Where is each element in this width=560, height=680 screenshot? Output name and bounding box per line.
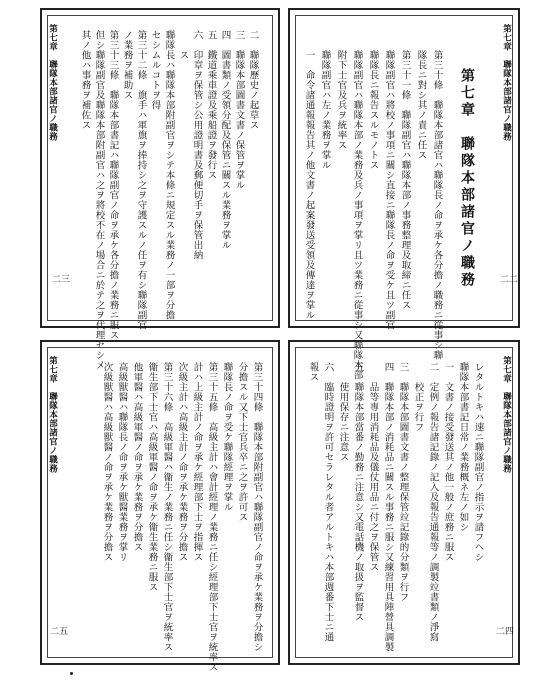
page-number: 二五 [50,627,69,637]
text-line: 校正ヲ行フ [412,362,424,432]
page-number: 二二 [500,275,519,285]
text-line: 第三十六條 高級軍醫ハ衞生ノ業務ニ任シ衞生部下士官ヲ統率ス [161,362,173,652]
page-bottom-left [40,340,280,672]
text-line: 六 印章ヲ保管シ公用證明書及郵便切手ヲ保管出納 [191,30,203,260]
text-line: セシムルコトヲ得 [149,30,161,110]
running-head: 第七章 聯隊本部諸官ノ職務 [47,24,58,141]
text-line: 一 文書ノ接受發送其ノ他一般ノ庶務ニ服ス [442,362,454,562]
text-line: 四 聯隊本部ノ消耗品ニ關スル事務ニ服シ又練習用具陣營具調製 [382,362,394,652]
running-head: 第七章 聯隊本部諸官ノ職務 [501,356,512,473]
text-line: 第三十四條 聯隊本部附副官ハ聯隊副官ノ命ヲ承ケ業務ヲ分擔シ [251,362,263,652]
page-bottom-right [288,340,520,665]
text-line: 品等專用消耗品及儀仗用品ニ付之ヲ保管ス [367,362,379,572]
text-line: 計ハ上級主計ノ命ヲ承ケ經理部下士ヲ指揮ス [191,362,203,562]
page-number: 二四 [496,627,515,637]
text-line: 聯隊副官ハ聯隊本部ノ業務及兵ノ事項ヲ掌リ且ツ業務ニ從事シ又聯隊本部 [351,50,363,380]
text-line: 高級獸醫ハ聯隊長ノ命ヲ承ケ獸醫業務ヲ掌リ [116,362,128,562]
text-line: 三 聯隊本部圖書文書ノ保管ヲ掌ル [233,30,245,190]
page-top-left [40,8,280,370]
text-line: 第三十條 聯隊本部諸官ハ聯隊長ノ命ヲ承ケ各分擔ノ職務ニ從事シ聯 [431,50,443,360]
page-dot [70,672,73,675]
text-line: 五 聯隊本部當番ノ勤務ニ注意シ又電話機ノ取扱ヲ監督ス [352,362,364,622]
chapter-title: 第七章 聯隊本部諸官ノ職務 [459,68,475,289]
text-line: 第三十三條 聯隊本部書記ハ聯隊副官ノ命ヲ承ケ各分擔ノ業務ニ服ス [107,30,119,340]
text-line: 其ノ他ハ事務ヲ補佐ス [79,30,91,130]
text-line: 六 臨時證明ヲ許可セラレタル者アルトキハ本部週番下士ニ通 [322,362,334,642]
text-line: 次級獸醫ハ高級獸醫ノ命ヲ承ケ業務ヲ分擔ス [101,362,113,562]
text-line: 聯隊副官ハ左ノ業務ヲ掌ル [319,50,331,170]
text-line: 聯隊長ノ命ヲ受ケ聯隊經理ヲ掌ル [221,362,233,512]
text-line: 一 命令諸通報報告其ノ他文書ノ起案發送受領及傳達ヲ掌ル [303,50,315,320]
text-line: 第三十五條 高級主計ハ會計經理ノ業務ニ任シ經理部下士官ヲ統率ス [206,362,218,672]
text-line: レタルトキハ速ニ聯隊副官ノ指示ヲ請フヘシ [472,362,484,562]
text-line: 隊長ニ對シ其ノ責ニ任ス [415,50,427,160]
text-line: 他軍醫ハ高級軍醫ノ命ヲ承ケ業務ヲ分擔ス [131,362,143,552]
text-line: 三 聯隊本部圖書文書ノ整理保管竝記錄的分類ヲ行フ [397,362,409,602]
text-line: 附下士官及兵ヲ統率ス [335,50,347,150]
page-number: 二三 [52,275,71,285]
text-line: 四 圖書類ノ受領分配及保管ニ關スル業務ヲ掌ル [219,30,231,250]
text-line: 聯隊本部書記日常ノ業務概ネ左ノ如シ [457,362,469,532]
text-line: ノ業務ヲ補助ス [121,30,133,100]
text-line: 分擔スル又下士官兵卒ニ之ヲ許可ス [236,362,248,522]
text-line: 第三十一條 聯隊副官ハ聯隊本部ノ事務整理及取締ニ任ス [399,50,411,310]
text-line: 二 定例ノ報告諸記錄ノ記入及報告通報等ノ調製竝書類ノ淨寫 [427,362,439,642]
text-line: 次級主計ハ高級主計ノ命ヲ承ケ業務ヲ分擔ス [176,362,188,562]
running-head: 第七章 聯隊本部諸官ノ職務 [47,356,58,473]
running-head: 第七章 聯隊本部諸官ノ職務 [501,24,512,141]
text-line: 使用保存ニ注意ス [337,362,349,462]
text-line: 衞生部下士官ハ高級軍醫ノ命ヲ承ケ衞生業務ニ服ス [146,362,158,592]
text-line: 報ス [307,362,319,382]
text-line: 五 鐵道乘車證及乘船證ヲ發行ス [205,30,217,180]
text-line: 聯隊長ハ聯隊本部附副官ヲシテ本條ニ規定スル業務ノ一部ヲ分擔 [163,30,175,320]
text-line: ス [177,30,189,60]
text-line: 第三十二條 旗手ハ軍旗ヲ捧持シ之ヲ守護スルノ任ヲ有シ聯隊副官 [135,30,147,330]
text-line: 但シ聯隊副官及聯隊本部附副官ハ之ヲ將校不在ノ場合ニ於テ之ヲ代理セシメ [93,30,105,370]
text-line: 聯隊副官ハ將校ノ事項ニ關シ直接ニ聯隊長ノ命ヲ受ケ且ツ副官 [383,50,395,330]
text-line: 二 聯隊歷史ノ起草ス [247,30,259,130]
text-line: 聯隊長ニ報告スルモノトス [367,50,379,170]
